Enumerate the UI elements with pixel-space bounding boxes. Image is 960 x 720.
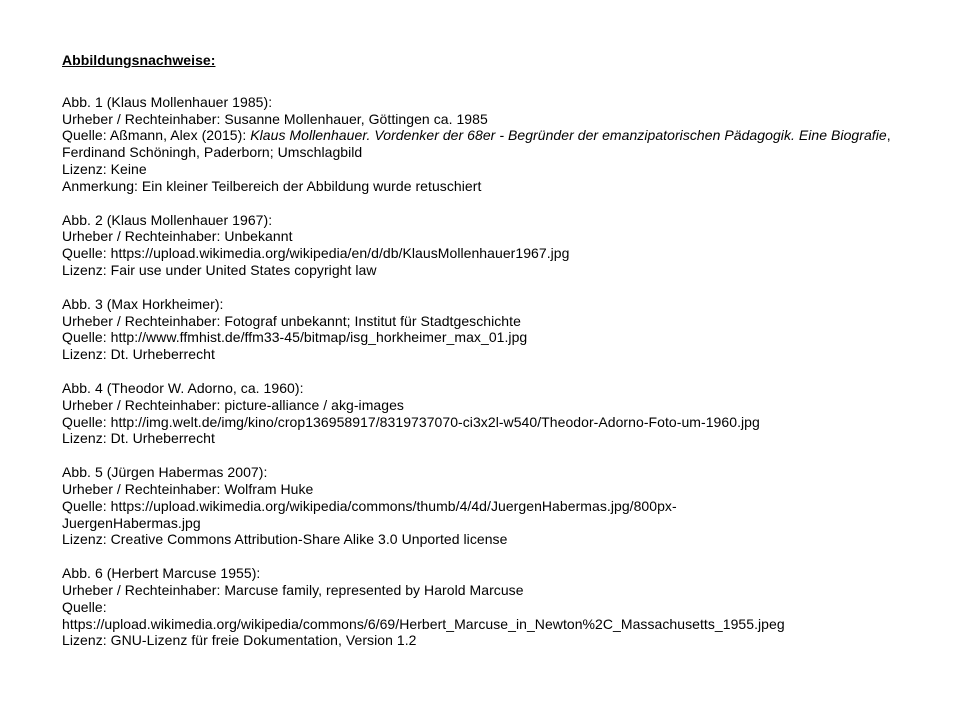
figure-author: Urheber / Rechteinhaber: Wolfram Huke bbox=[62, 480, 314, 497]
figure-credit-3 bbox=[62, 296, 922, 363]
figure-title: Abb. 5 (Jürgen Habermas 2007): bbox=[62, 464, 268, 481]
figure-credit-5 bbox=[62, 464, 922, 548]
page-title: Abbildungsnachweise: bbox=[62, 52, 216, 68]
figure-note: Anmerkung: Ein kleiner Teilbereich der Abbildung wurde retuschiert bbox=[62, 177, 482, 194]
figure-author: Urheber / Rechteinhaber: picture-alliance / akg-images bbox=[62, 396, 404, 413]
figure-source-line-2: JuergenHabermas.jpg bbox=[62, 514, 201, 531]
source-suffix: , Ferdinand Schöningh, Paderborn; Umschlagbild bbox=[62, 127, 891, 161]
slide-content bbox=[62, 52, 922, 666]
figure-title: Abb. 1 (Klaus Mollenhauer 1985): bbox=[62, 93, 273, 110]
figure-credit-4 bbox=[62, 380, 922, 447]
source-prefix: Quelle: Aßmann, Alex (2015): bbox=[62, 127, 251, 144]
figure-title: Abb. 4 (Theodor W. Adorno, ca. 1960): bbox=[62, 379, 304, 396]
figure-author: Urheber / Rechteinhaber: Fotograf unbekannt; Institut für Stadtgeschichte bbox=[62, 312, 521, 329]
figure-title: Abb. 6 (Herbert Marcuse 1955): bbox=[62, 565, 261, 582]
figure-license: Lizenz: Dt. Urheberrecht bbox=[62, 430, 215, 447]
figure-author: Urheber / Rechteinhaber: Marcuse family, represented by Harold Marcuse bbox=[62, 581, 524, 598]
figure-credit-1 bbox=[62, 94, 922, 195]
figure-source: Quelle: http://img.welt.de/img/kino/crop136958917/8319737070-ci3x2l-w540/Theodor-Adorno-Foto-um-1960.jpg bbox=[62, 413, 760, 430]
figure-author: Urheber / Rechteinhaber: Unbekannt bbox=[62, 228, 293, 245]
figure-license: Lizenz: Fair use under United States copyright law bbox=[62, 261, 377, 278]
figure-license: Lizenz: Keine bbox=[62, 160, 147, 177]
figure-source: Quelle: http://www.ffmhist.de/ffm33-45/bitmap/isg_horkheimer_max_01.jpg bbox=[62, 329, 528, 346]
figure-source-line-2: https://upload.wikimedia.org/wikipedia/commons/6/69/Herbert_Marcuse_in_Newton%2C_Massachusetts_1955.jpeg bbox=[62, 615, 785, 632]
figure-license: Lizenz: Creative Commons Attribution-Share Alike 3.0 Unported license bbox=[62, 531, 508, 548]
figure-source-line-1: Quelle: bbox=[62, 598, 107, 615]
figure-credit-6 bbox=[62, 565, 922, 649]
figure-source bbox=[62, 127, 922, 161]
source-book-title: Klaus Mollenhauer. Vordenker der 68er - Begründer der emanzipatorischen Pädagogik. Eine Biografie bbox=[250, 127, 887, 144]
figure-source: Quelle: https://upload.wikimedia.org/wikipedia/en/d/db/KlausMollenhauer1967.jpg bbox=[62, 245, 570, 262]
figure-source-line-1: Quelle: https://upload.wikimedia.org/wikipedia/commons/thumb/4/4d/JuergenHabermas.jpg/800px- bbox=[62, 497, 677, 514]
figure-title: Abb. 2 (Klaus Mollenhauer 1967): bbox=[62, 211, 273, 228]
figure-license: Lizenz: GNU-Lizenz für freie Dokumentation, Version 1.2 bbox=[62, 632, 417, 649]
figure-license: Lizenz: Dt. Urheberrecht bbox=[62, 346, 215, 363]
figure-credit-2 bbox=[62, 212, 922, 279]
figure-title: Abb. 3 (Max Horkheimer): bbox=[62, 295, 224, 312]
figure-author: Urheber / Rechteinhaber: Susanne Mollenhauer, Göttingen ca. 1985 bbox=[62, 110, 488, 127]
